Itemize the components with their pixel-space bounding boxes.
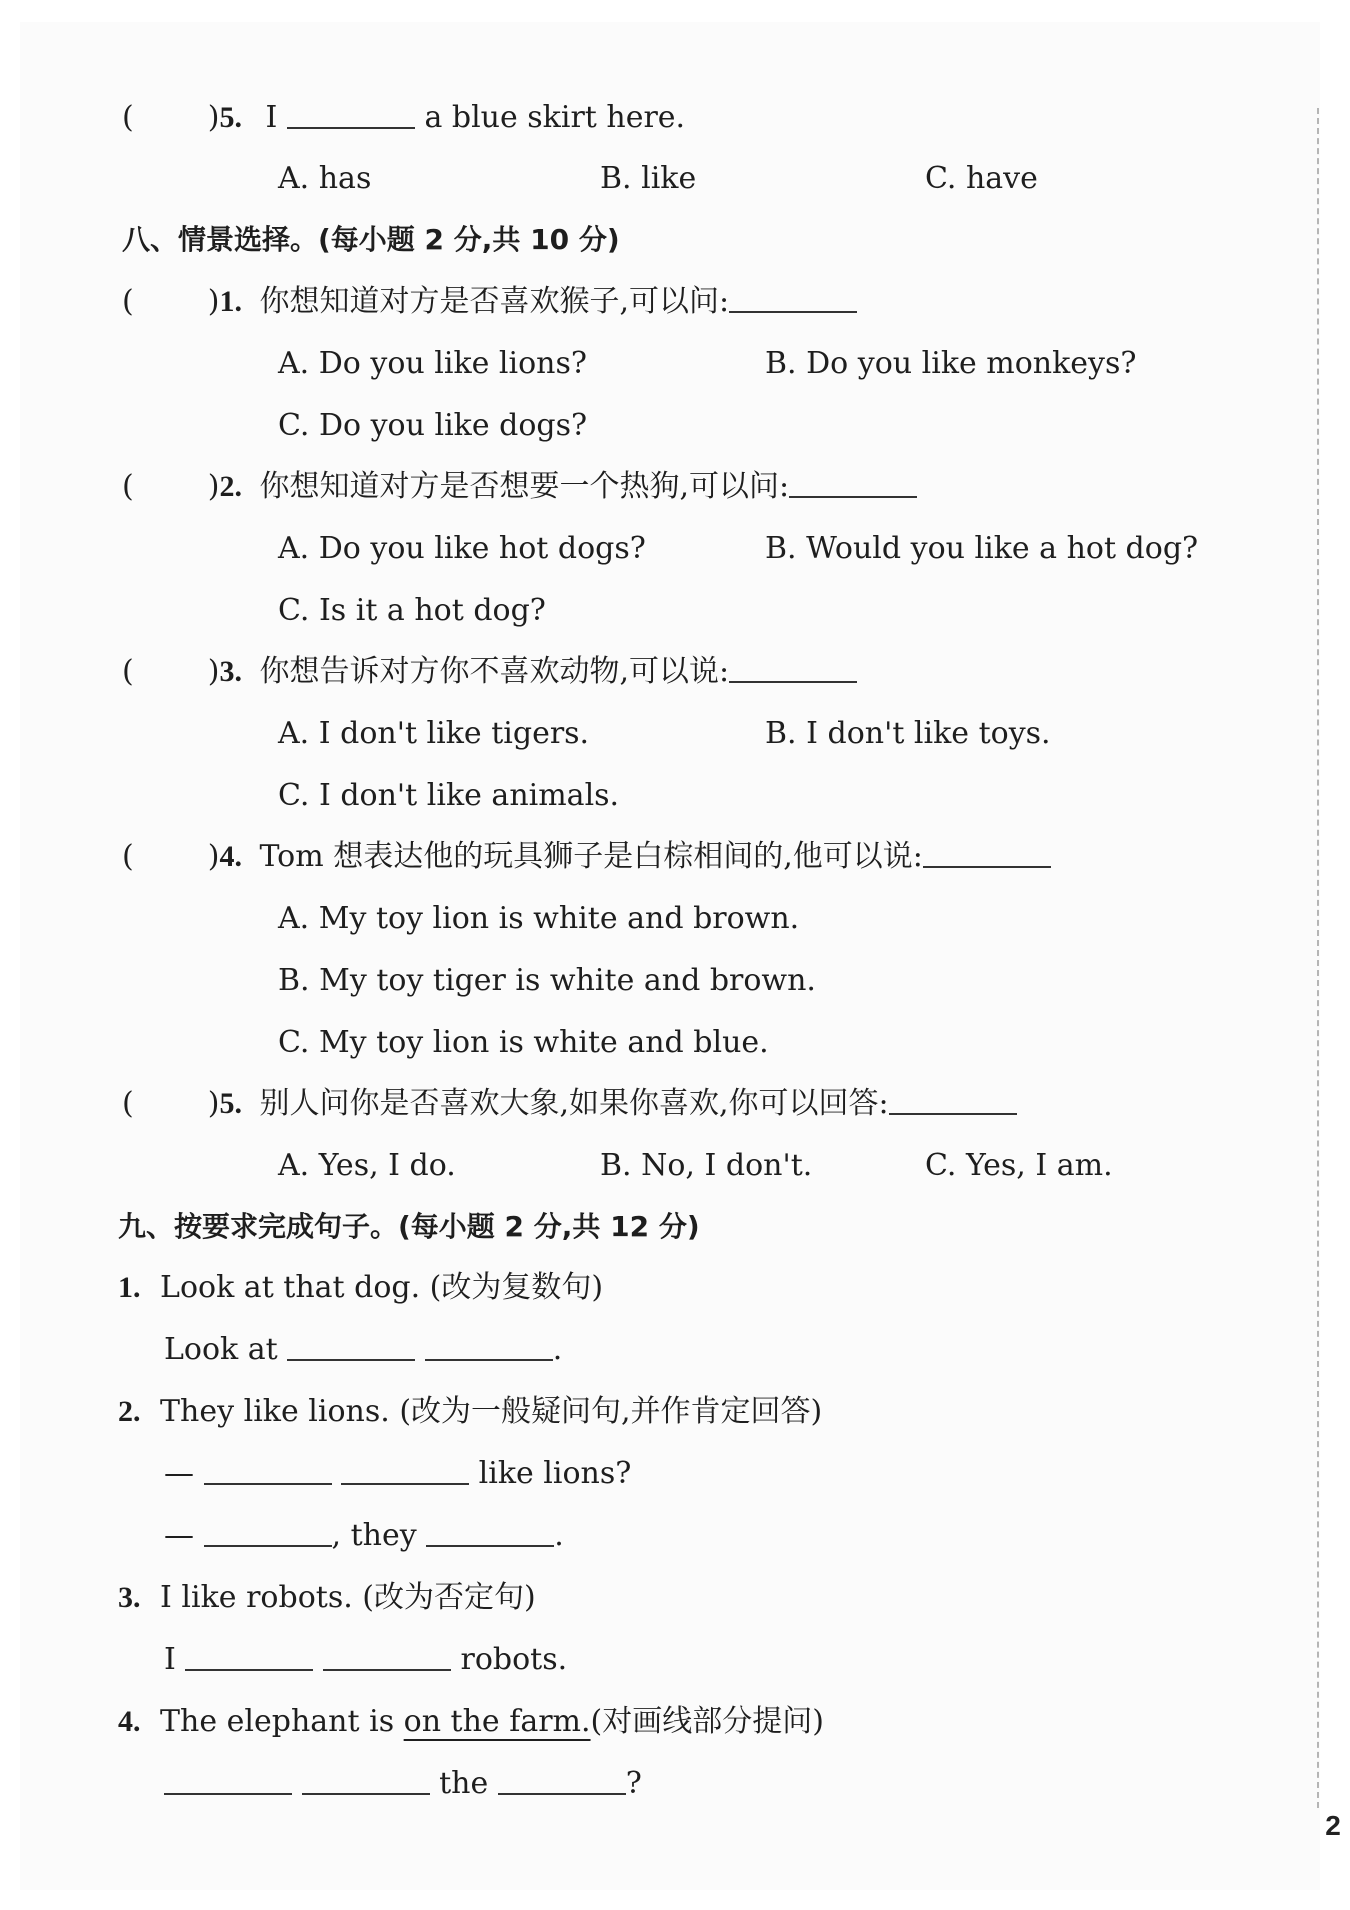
task-instruction: (对画线部分提问) (590, 1704, 824, 1739)
task-row (118, 1572, 536, 1624)
task-text: They like lions. (改为一般疑问句,并作肯定回答) (160, 1394, 823, 1429)
question-number: 5. (219, 101, 242, 134)
question-row: ( )3. 你想告诉对方你不喜欢动物,可以说: (122, 646, 857, 698)
question-text: 你想告诉对方你不喜欢动物,可以说: (259, 654, 730, 689)
option-a[interactable]: A. has (278, 161, 372, 196)
option-c[interactable]: C. have (925, 161, 1038, 196)
answer-blank[interactable] (164, 1763, 292, 1795)
task-number: 4. (118, 1705, 141, 1738)
question-number: 2. (219, 470, 242, 503)
answer-blank[interactable] (341, 1453, 469, 1485)
question-row: ( )4. Tom 想表达他的玩具狮子是白棕相间的,他可以说: (122, 831, 1051, 883)
task-number: 3. (118, 1581, 141, 1614)
underlined-phrase: on the farm. (403, 1704, 591, 1739)
question-text: a blue skirt here. (424, 100, 686, 135)
answer-blank[interactable] (426, 1515, 554, 1547)
option-b[interactable]: B. I don't like toys. (765, 716, 1051, 751)
option-a[interactable]: A. Do you like hot dogs? (278, 531, 646, 566)
option-b[interactable]: B. like (600, 161, 697, 196)
answer-blank[interactable] (287, 97, 415, 129)
answer-blank[interactable] (204, 1515, 332, 1547)
answer-blank[interactable] (323, 1639, 451, 1671)
answer-blank[interactable] (185, 1639, 313, 1671)
option-b[interactable]: B. My toy tiger is white and brown. (278, 963, 816, 998)
task-number: 2. (118, 1395, 141, 1428)
option-b[interactable]: B. Would you like a hot dog? (765, 531, 1199, 566)
question-row: ( )5. 别人问你是否喜欢大象,如果你喜欢,你可以回答: (122, 1078, 1017, 1130)
section-heading-9: 九、按要求完成句子。(每小题 2 分,共 12 分) (118, 1210, 700, 1243)
margin-dashed-rule (1317, 108, 1319, 1808)
question-text: 你想知道对方是否想要一个热狗,可以问: (259, 469, 790, 504)
question-text: I (265, 100, 278, 135)
answer-blank[interactable] (889, 1083, 1017, 1115)
option-a[interactable]: A. Do you like lions? (278, 346, 587, 381)
option-c[interactable]: C. Yes, I am. (925, 1148, 1113, 1183)
answer-row: — like lions? (164, 1448, 631, 1500)
question-text: 别人问你是否喜欢大象,如果你喜欢,你可以回答: (259, 1086, 889, 1121)
answer-row: the ? (164, 1758, 642, 1810)
option-c[interactable]: C. Is it a hot dog? (278, 593, 546, 628)
question-row: ( )5. I a blue skirt here. (122, 92, 685, 144)
answer-blank[interactable] (302, 1763, 430, 1795)
question-number: 3. (219, 655, 242, 688)
option-b[interactable]: B. Do you like monkeys? (765, 346, 1137, 381)
question-text: 你想知道对方是否喜欢猴子,可以问: (259, 284, 730, 319)
answer-blank[interactable] (729, 281, 857, 313)
answer-blank[interactable] (425, 1329, 553, 1361)
answer-blank[interactable] (789, 466, 917, 498)
section-heading-8: 八、情景选择。(每小题 2 分,共 10 分) (122, 223, 620, 256)
answer-blank[interactable] (923, 836, 1051, 868)
task-row (118, 1696, 824, 1748)
option-c[interactable]: C. My toy lion is white and blue. (278, 1025, 769, 1060)
task-text: The elephant is (160, 1704, 395, 1739)
answer-blank[interactable] (204, 1453, 332, 1485)
answer-blank[interactable] (287, 1329, 415, 1361)
question-row: ( )2. 你想知道对方是否想要一个热狗,可以问: (122, 461, 917, 513)
answer-row: Look at . (164, 1324, 562, 1376)
question-number: 4. (219, 840, 242, 873)
answer-paren: ( (122, 100, 134, 135)
task-text: I like robots. (改为否定句) (160, 1580, 536, 1615)
question-row: ( )1. 你想知道对方是否喜欢猴子,可以问: (122, 276, 857, 328)
option-a[interactable]: A. I don't like tigers. (278, 716, 590, 751)
question-number: 5. (219, 1087, 242, 1120)
option-a[interactable]: A. Yes, I do. (278, 1148, 456, 1183)
task-number: 1. (118, 1271, 141, 1304)
question-number: 1. (219, 285, 242, 318)
answer-blank[interactable] (729, 651, 857, 683)
option-b[interactable]: B. No, I don't. (600, 1148, 813, 1183)
option-c[interactable]: C. I don't like animals. (278, 778, 620, 813)
question-text: Tom 想表达他的玩具狮子是白棕相间的,他可以说: (259, 839, 923, 874)
option-c[interactable]: C. Do you like dogs? (278, 408, 588, 443)
option-a[interactable]: A. My toy lion is white and brown. (278, 901, 800, 936)
task-text: Look at that dog. (改为复数句) (160, 1270, 604, 1305)
answer-row: — , they . (164, 1510, 564, 1562)
task-row (118, 1386, 822, 1438)
answer-blank[interactable] (498, 1763, 626, 1795)
page-number: 2 (1325, 1810, 1341, 1841)
task-row (118, 1262, 603, 1314)
answer-row: I robots. (164, 1634, 567, 1686)
